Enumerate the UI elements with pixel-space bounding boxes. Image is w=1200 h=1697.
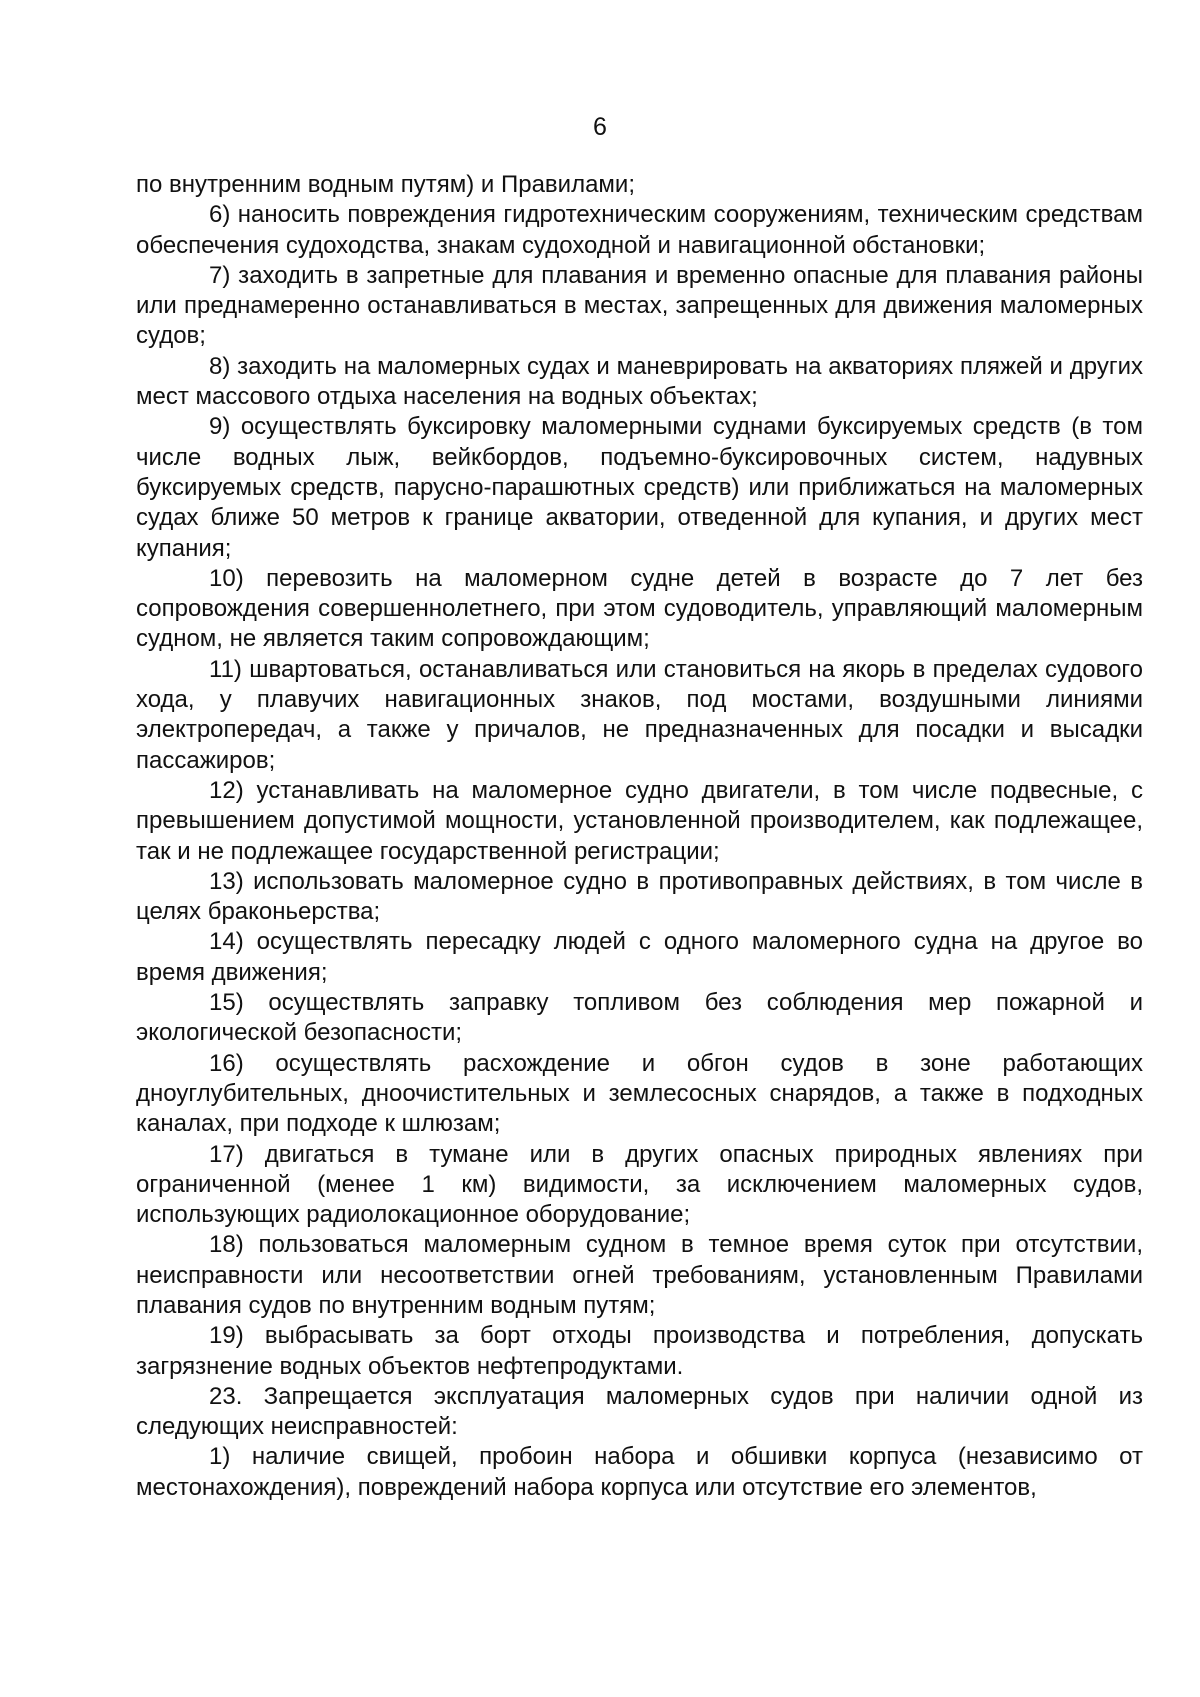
paragraph-continuation: по внутренним водным путям) и Правилами; (136, 171, 636, 198)
list-item-6: 6) наносить повреждения гидротехническим сооружениям, техническим средствам обеспечения судоходства, знакам судоходной и навигационной обстановки; (136, 201, 1143, 259)
list-item-9: 9) осуществлять буксировку маломерными суднами буксируемых средств (в том числе водных лыж, вейкбордов, подъемно-буксировочных систем, надувных буксируемых средств, парусно-парашютных средств) или приближаться на маломерных судах ближе 50 метров к границе акватории, отведенной для купания, и других мест купания; (136, 413, 1143, 562)
list-item-14: 14) осуществлять пересадку людей с одного маломерного судна на другое во время движения; (136, 928, 1143, 986)
section-23-item-1: 1) наличие свищей, пробоин набора и обшивки корпуса (независимо от местонахождения), повреждений набора корпуса или отсутствие его элементов, (136, 1443, 1143, 1501)
page-number: 6 (593, 113, 607, 141)
list-item-10: 10) перевозить на маломерном судне детей в возрасте до 7 лет без сопровождения совершеннолетнего, при этом судоводитель, управляющий маломерным судном, не является таким сопровождающим; (136, 564, 1143, 653)
section-23-paragraph: 23. Запрещается эксплуатация маломерных судов при наличии одной из следующих неисправностей: (136, 1382, 1143, 1441)
list-item-18: 18) пользоваться маломерным судном в темное время суток при отсутствии, неисправности или несоответствии огней требованиям, установленным Правилами плавания судов по внутренним водным путям; (136, 1231, 1143, 1319)
list-item-19: 19) выбрасывать за борт отходы производства и потребления, допускать загрязнение водных объектов нефтепродуктами. (136, 1322, 1143, 1380)
list-item-16: 16) осуществлять расхождение и обгон судов в зоне работающих дноуглубительных, дноочистительных и землесосных снарядов, а также в подходных каналах, при подходе к шлюзам; (136, 1049, 1143, 1138)
list-item-13: 13) использовать маломерное судно в противоправных действиях, в том числе в целях браконьерства; (136, 867, 1143, 926)
list-item-8: 8) заходить на маломерных судах и маневрировать на акваториях пляжей и других мест массового отдыха населения на водных объектах; (136, 352, 1143, 411)
list-item-17: 17) двигаться в тумане или в других опасных природных явлениях при ограниченной (менее 1 км) видимости, за исключением маломерных судов, использующих радиолокационное оборудование; (136, 1140, 1143, 1229)
list-item-7: 7) заходить в запретные для плавания и временно опасные для плавания районы или преднамеренно останавливаться в местах, запрещенных для движения маломерных судов; (136, 261, 1143, 350)
list-item-11: 11) швартоваться, останавливаться или становиться на якорь в пределах судового хода, у плавучих навигационных знаков, под мостами, воздушными линиями электропередач, а также у причалов, не предназначенных для посадки и высадки пассажиров; (136, 655, 1143, 774)
list-item-12: 12) устанавливать на маломерное судно двигатели, в том числе подвесные, с превышением допустимой мощности, установленной производителем, как подлежащее, так и не подлежащее государственной регистрации; (136, 776, 1143, 865)
document-body (136, 170, 1143, 1503)
list-item-15: 15) осуществлять заправку топливом без соблюдения мер пожарной и экологической безопасности; (136, 989, 1143, 1047)
